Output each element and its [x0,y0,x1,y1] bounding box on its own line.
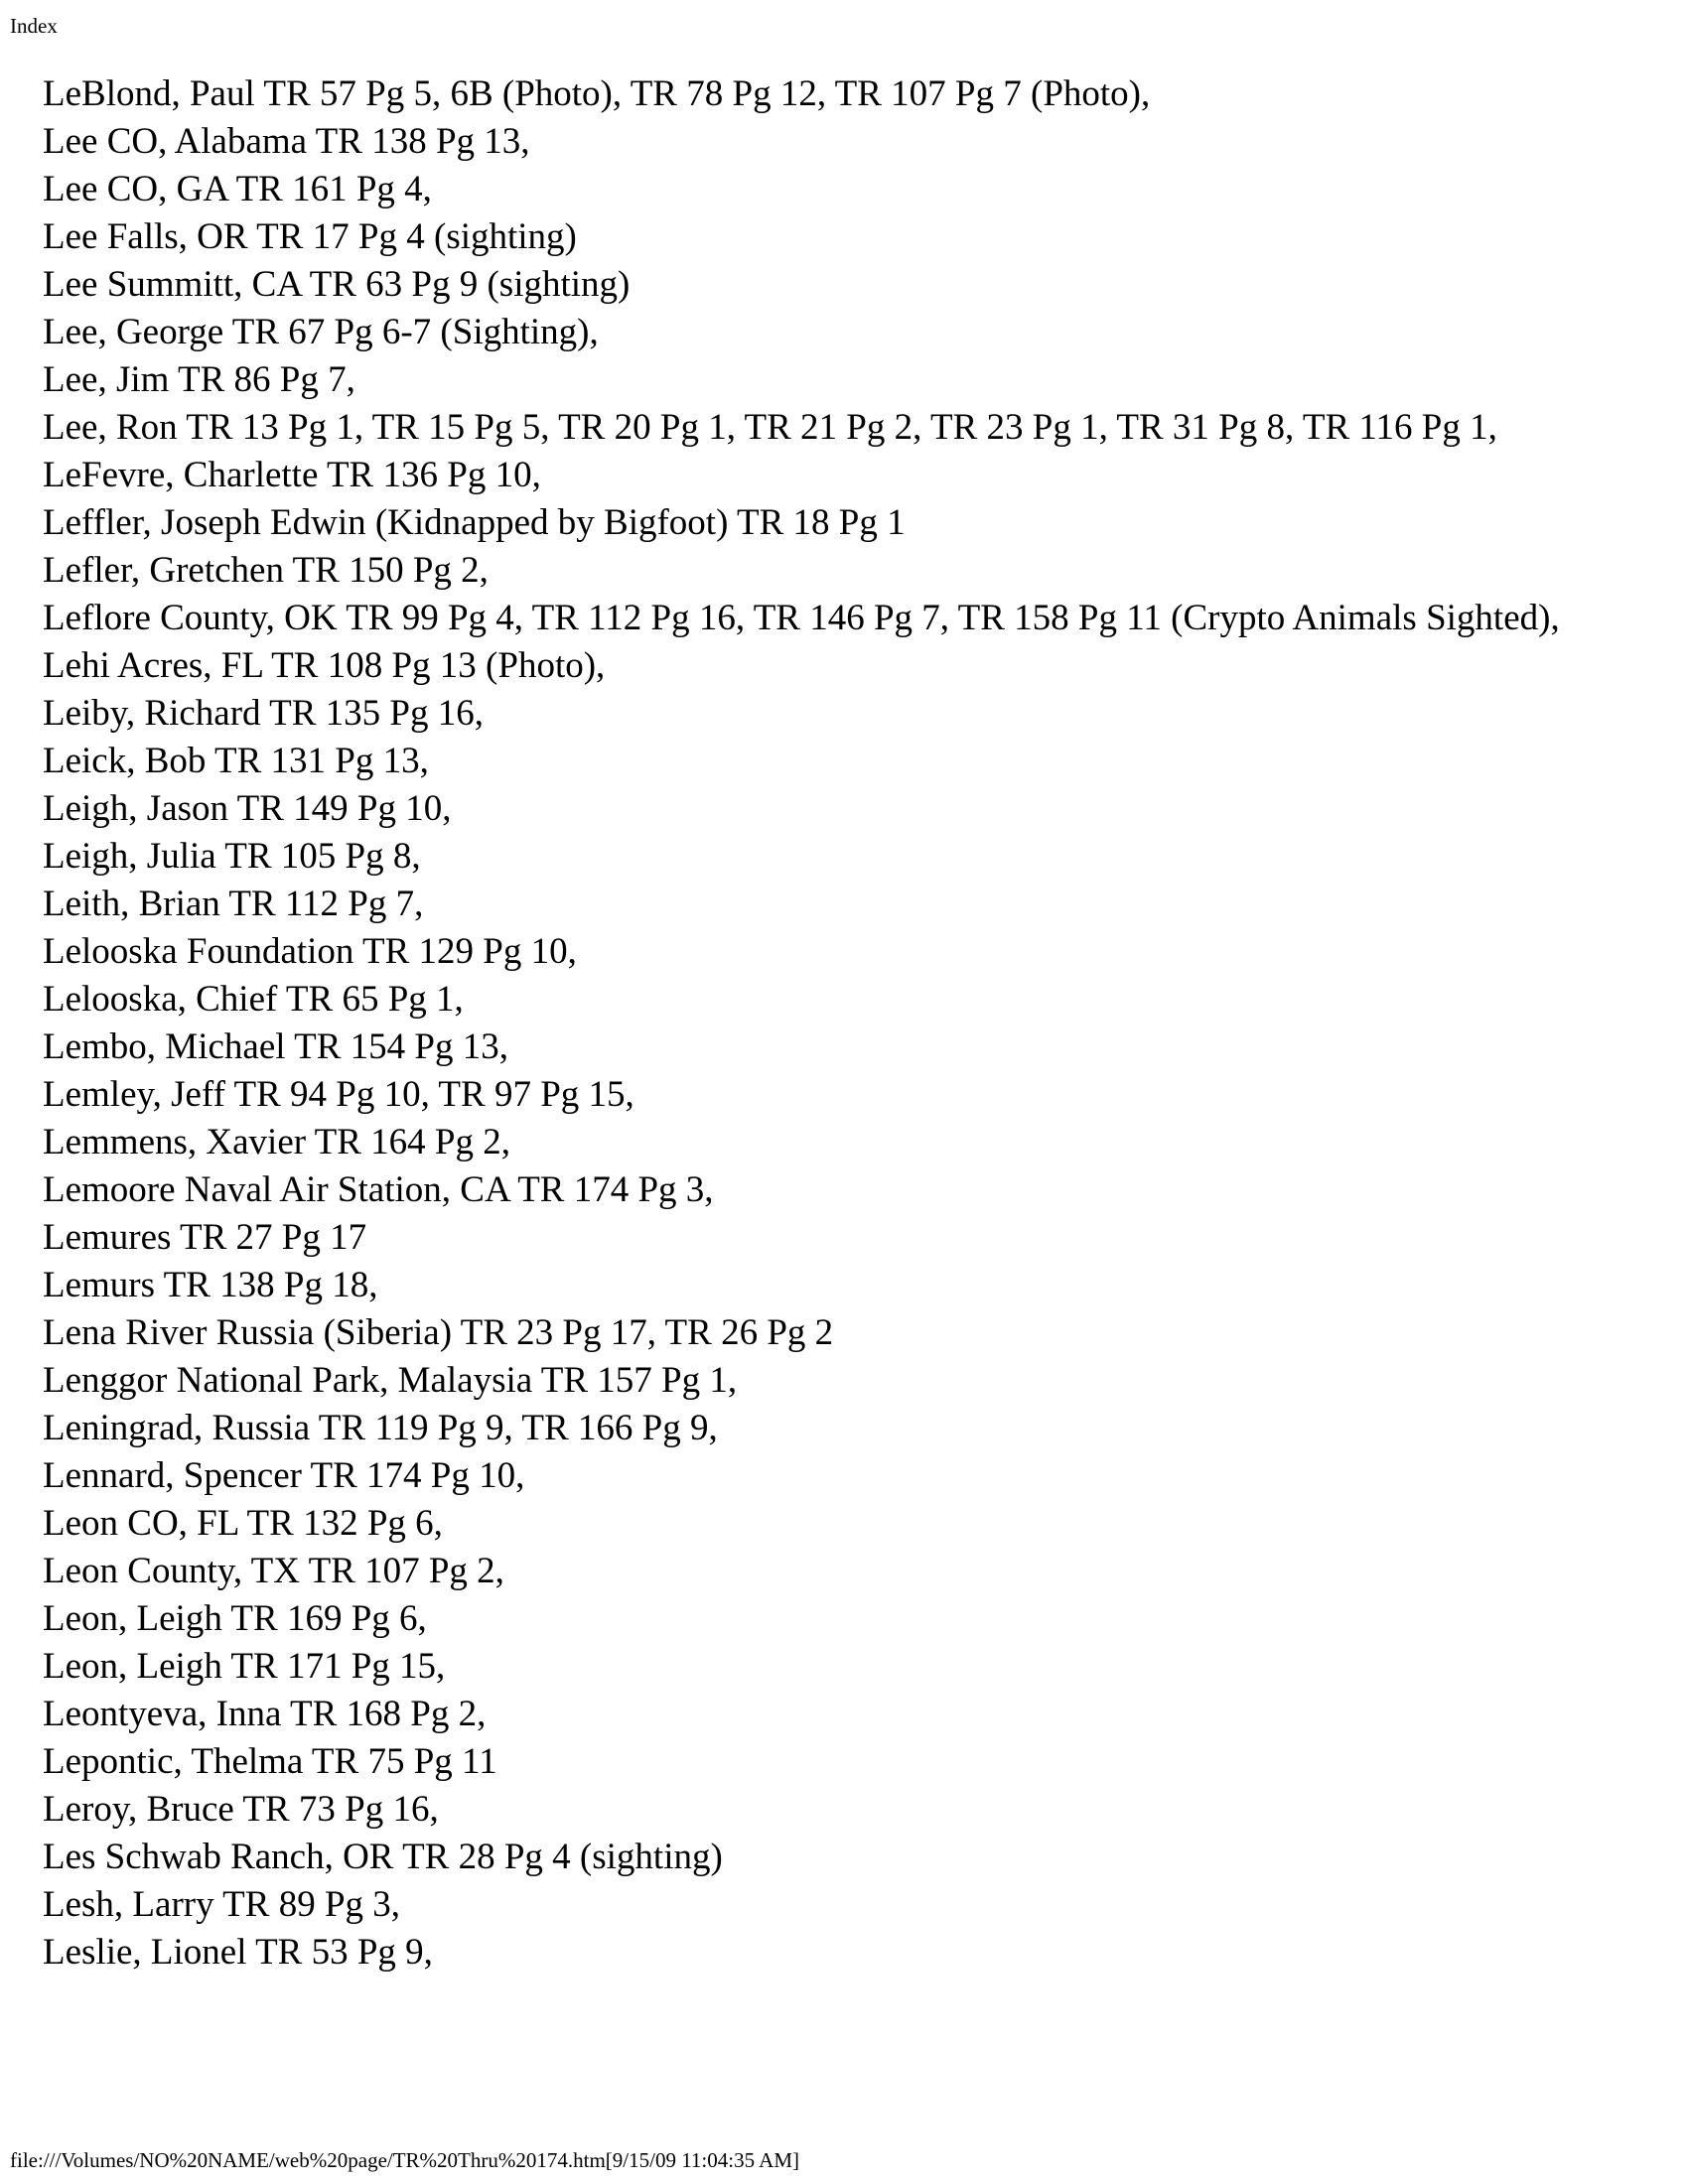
index-entry: Lee CO, GA TR 161 Pg 4, [43,169,432,209]
index-entry: Leigh, Julia TR 105 Pg 8, [43,836,421,877]
page-header-title: Index [10,14,58,38]
index-entry: Lehi Acres, FL TR 108 Pg 13 (Photo), [43,645,606,686]
index-entry: Lee CO, Alabama TR 138 Pg 13, [43,121,530,162]
index-entry: Lembo, Michael TR 154 Pg 13, [43,1026,508,1067]
index-entry: Lemurs TR 138 Pg 18, [43,1265,378,1305]
index-entry: Lemures TR 27 Pg 17 [43,1217,367,1258]
index-entry: Lelooska Foundation TR 129 Pg 10, [43,931,577,972]
index-entry: Lena River Russia (Siberia) TR 23 Pg 17, TR 26 Pg 2 [43,1312,834,1353]
index-entry: Lelooska, Chief TR 65 Pg 1, [43,979,464,1020]
index-entry: Leffler, Joseph Edwin (Kidnapped by Bigfoot) TR 18 Pg 1 [43,502,906,543]
index-entry: Lemoore Naval Air Station, CA TR 174 Pg 3, [43,1169,714,1210]
index-entry: Lennard, Spencer TR 174 Pg 10, [43,1455,525,1496]
index-entry: LeBlond, Paul TR 57 Pg 5, 6B (Photo), TR 78 Pg 12, TR 107 Pg 7 (Photo), [43,73,1151,114]
index-entry: Leon, Leigh TR 171 Pg 15, [43,1646,446,1687]
index-entry-list [43,70,1631,1977]
index-entry: Lemley, Jeff TR 94 Pg 10, TR 97 Pg 15, [43,1074,634,1115]
index-entry: Lesh, Larry TR 89 Pg 3, [43,1884,401,1925]
index-entry: Leon County, TX TR 107 Pg 2, [43,1551,504,1591]
index-entry: Lee, Jim TR 86 Pg 7, [43,359,355,400]
index-entry: Leontyeva, Inna TR 168 Pg 2, [43,1694,487,1734]
index-entry: Leon, Leigh TR 169 Pg 6, [43,1598,427,1639]
index-entry: Leith, Brian TR 112 Pg 7, [43,884,424,924]
index-entry: Leick, Bob TR 131 Pg 13, [43,741,429,781]
index-entry: Lepontic, Thelma TR 75 Pg 11 [43,1741,497,1782]
index-entry: Lee Summitt, CA TR 63 Pg 9 (sighting) [43,264,631,305]
index-entry: LeFevre, Charlette TR 136 Pg 10, [43,455,541,495]
index-entry: Leroy, Bruce TR 73 Pg 16, [43,1789,439,1830]
index-entry: Leslie, Lionel TR 53 Pg 9, [43,1932,433,1973]
index-entry: Lee, George TR 67 Pg 6-7 (Sighting), [43,312,599,352]
index-entry: Lee Falls, OR TR 17 Pg 4 (sighting) [43,216,577,257]
index-entry: Leiby, Richard TR 135 Pg 16, [43,693,484,734]
page-footer-url: file:///Volumes/NO%20NAME/web%20page/TR%20Thru%20174.htm[9/15/09 11:04:35 AM] [10,2148,800,2172]
index-entry: Leigh, Jason TR 149 Pg 10, [43,788,452,829]
index-entry: Lefler, Gretchen TR 150 Pg 2, [43,550,489,591]
index-entry: Leflore County, OK TR 99 Pg 4, TR 112 Pg 16, TR 146 Pg 7, TR 158 Pg 11 (Crypto Animals Sighted), [43,598,1560,638]
index-entry: Les Schwab Ranch, OR TR 28 Pg 4 (sighting) [43,1837,723,1877]
index-entry: Lemmens, Xavier TR 164 Pg 2, [43,1122,511,1162]
index-entry: Leningrad, Russia TR 119 Pg 9, TR 166 Pg 9, [43,1408,718,1448]
index-entry: Leon CO, FL TR 132 Pg 6, [43,1503,443,1544]
index-entry: Lee, Ron TR 13 Pg 1, TR 15 Pg 5, TR 20 Pg 1, TR 21 Pg 2, TR 23 Pg 1, TR 31 Pg 8, TR 116 Pg 1, [43,407,1497,448]
index-entry: Lenggor National Park, Malaysia TR 157 Pg 1, [43,1360,738,1401]
